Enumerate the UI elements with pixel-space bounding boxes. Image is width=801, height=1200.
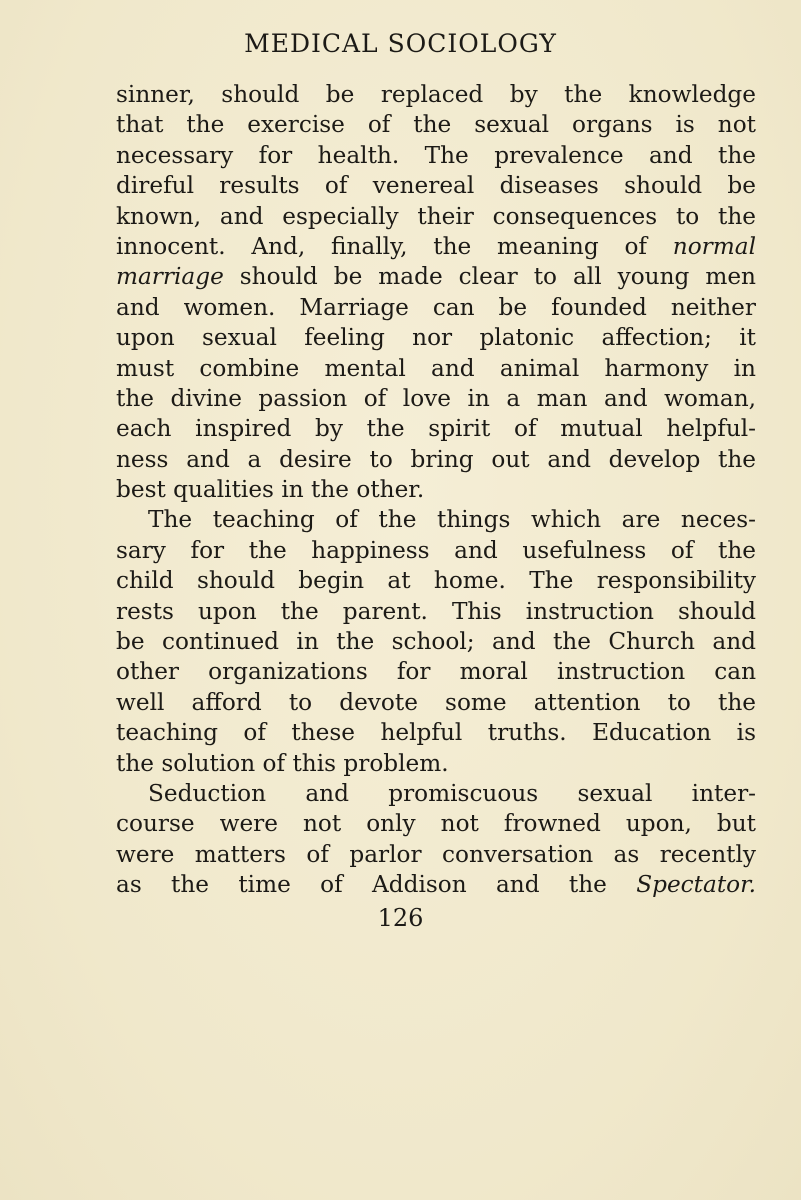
line-text: be continued in the school; and the Church and <box>116 628 756 656</box>
line-text: necessary for health. The prevalence and the <box>116 141 756 169</box>
line-text: should be made clear to all young men <box>223 263 756 291</box>
text-line <box>116 688 756 718</box>
text-line <box>116 475 756 505</box>
line-text: sary for the happiness and usefulness of the <box>116 536 756 564</box>
line-text: course were not only not frowned upon, but <box>116 810 756 838</box>
running-head: MEDICAL SOCIOLOGY <box>244 29 557 58</box>
line-text: Seduction and promiscuous sexual inter- <box>148 779 756 807</box>
text-line <box>116 293 756 323</box>
line-text: upon sexual feeling nor platonic affection; it <box>116 324 756 352</box>
text-line <box>116 141 756 171</box>
text-line <box>116 809 756 839</box>
text-line <box>116 323 756 353</box>
italic-text: Spectator. <box>636 871 756 899</box>
line-text: well afford to devote some attention to the <box>116 688 756 716</box>
text-line <box>116 414 756 444</box>
line-text: best qualities in the other. <box>116 476 425 504</box>
text-line <box>116 110 756 140</box>
italic-text: normal <box>672 232 756 260</box>
page-number: 126 <box>377 903 424 932</box>
line-text: were matters of parlor conversation as recently <box>116 840 756 868</box>
line-text: child should begin at home. The responsibility <box>116 567 756 595</box>
text-line <box>116 505 756 535</box>
line-text: each inspired by the spirit of mutual helpful- <box>116 415 756 443</box>
text-line <box>116 232 756 262</box>
text-line <box>116 566 756 596</box>
text-line <box>116 80 756 110</box>
line-text: and women. Marriage can be founded neither <box>116 293 756 321</box>
line-text: The teaching of the things which are neces- <box>148 506 756 534</box>
text-line <box>116 354 756 384</box>
line-text: that the exercise of the sexual organs is not <box>116 111 756 139</box>
line-text: the divine passion of love in a man and woman, <box>116 384 756 412</box>
text-line <box>116 870 756 900</box>
text-line <box>116 840 756 870</box>
text-line <box>116 445 756 475</box>
text-line <box>116 779 756 809</box>
text-line <box>116 749 756 779</box>
line-text: the solution of this problem. <box>116 749 449 777</box>
text-line <box>116 262 756 292</box>
text-line <box>116 597 756 627</box>
line-text: known, and especially their consequences to the <box>116 202 756 230</box>
line-text: as the time of Addison and the <box>116 871 637 899</box>
text-line <box>116 384 756 414</box>
line-text: must combine mental and animal harmony in <box>116 354 756 382</box>
text-line <box>116 536 756 566</box>
line-text: other organizations for moral instruction can <box>116 658 756 686</box>
line-text: teaching of these helpful truths. Education is <box>116 719 756 747</box>
line-text: sinner, should be replaced by the knowledge <box>116 81 756 108</box>
text-line <box>116 202 756 232</box>
italic-text: marriage <box>116 263 224 291</box>
text-line <box>116 627 756 657</box>
text-line <box>116 171 756 201</box>
text-line <box>116 718 756 748</box>
line-text: innocent. And, finally, the meaning of <box>116 232 673 260</box>
text-line <box>116 657 756 687</box>
body-text <box>116 80 756 901</box>
line-text: direful results of venereal diseases should be <box>116 172 756 200</box>
line-text: ness and a desire to bring out and develop the <box>116 445 756 473</box>
line-text: rests upon the parent. This instruction should <box>116 597 756 625</box>
